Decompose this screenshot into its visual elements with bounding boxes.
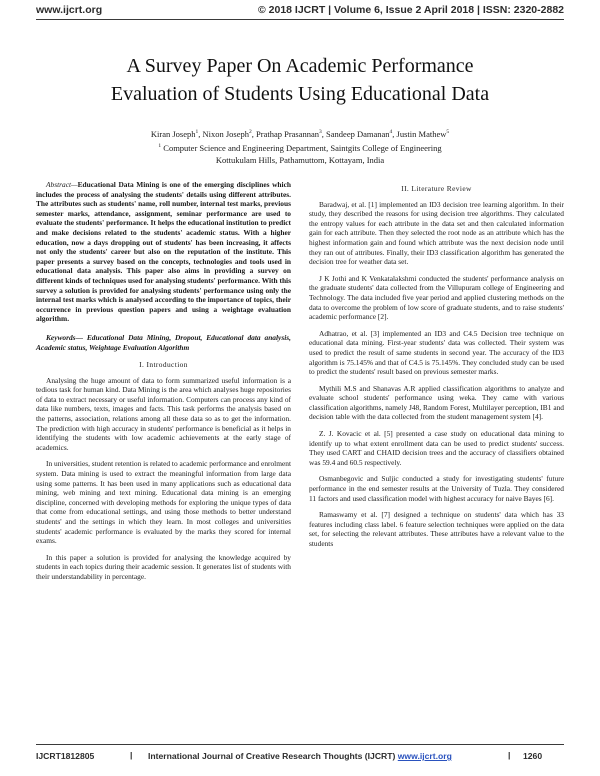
review-paragraph: Mythili M.S and Shanavas A.R applied classification algorithms to analyze and evaluate school students' performance using weka. They came with various classification algorithms, namely J48, Random Forest, Multilayer perception, IB1 and decision table with the data collected from the student management system [4]. — [309, 383, 564, 422]
review-paragraph: Ramaswamy et al. [7] designed a technique on students' data which has 33 features including class label. 6 feature selection techniques were applied on the data set, for selecting the relevant attributes. These attributes have a relevant value to the students — [309, 510, 564, 548]
footer-page-number: 1260 — [523, 751, 543, 761]
section-heading-literature-review: II. Literature Review — [401, 184, 472, 193]
footer-journal-name: International Journal of Creative Research Thoughts (IJCRT) — [148, 751, 396, 761]
header-rule — [36, 19, 564, 20]
review-paragraph: Osmanbegovic and Suljic conducted a study for investigating students' future performance in the end semester results at the University of Tuzla. They considered 11 factors and used classification model with highest accuracy for naive Bayes [6]. — [309, 474, 564, 503]
author-sup: 2 — [249, 129, 252, 135]
header-journal-info: © 2018 IJCRT | Volume 6, Issue 2 April 2018 | ISSN: 2320-2882 — [257, 4, 564, 16]
author-sup: 3 — [319, 129, 322, 135]
affiliation — [40, 140, 560, 154]
author-sup: 1 — [195, 129, 199, 135]
abstract-lead: Abstract— — [46, 180, 78, 189]
author-sup: 4 — [389, 129, 393, 135]
footer-separator: | — [508, 750, 511, 760]
page-footer — [0, 745, 600, 765]
header-site[interactable]: www.ijcrt.org — [36, 4, 103, 16]
author-sup: 5 — [446, 129, 450, 135]
footer-paper-id: IJCRT1812805 — [36, 751, 95, 761]
footer-journal — [148, 751, 452, 761]
affiliation-sup: 1 — [158, 142, 162, 149]
footer-separator: | — [130, 750, 133, 760]
author-name: Prathap Prasannan — [256, 128, 320, 139]
address: Kottukulam Hills, Pathamuttom, Kottayam, India — [215, 154, 385, 165]
title-line-1: A Survey Paper On Academic Performance — [126, 55, 474, 77]
title-line-2: Evaluation of Students Using Educational Data — [110, 83, 490, 105]
paper-title — [40, 52, 560, 108]
author-name: Sandeep Damanan — [326, 128, 390, 139]
affiliation-text: Computer Science and Engineering Department, Saintgits College of Engineering — [163, 142, 442, 153]
left-column — [36, 180, 291, 589]
review-paragraph: Z. J. Kovacic et al. [5] presented a case study on educational data mining to identify up to what extent enrollment data can be used to predict students' success. They used CART and CHAID decision trees and the accuracy of classifiers obtained was 59.4 and 60.5 respectively. — [309, 429, 564, 467]
author-name: Justin Mathew — [396, 128, 447, 139]
keywords: Keywords— Educational Data Mining, Dropout, Educational data analysis, Academic status, Weightage Evaluation Algorithm — [36, 332, 291, 352]
review-paragraph: Baradwaj, et al. [1] implemented an ID3 decision tree learning algorithm. In their study, they described the reasons for using decision tree algorithms. They calculated the entropy values for each attribute in the data set and then calculated information gain for each attribute. Then they selected the root node as an attribute which has the highest information gain and found which attribute was the next decision node until they ran out of attributes. Finally, their ID3 classification algorithm has generated the decision tree for weather data set. — [309, 199, 564, 267]
intro-paragraph: Analysing the huge amount of data to form summarized useful information is a tedious task for human kind. Data Mining is the area which analyses huge repositories of data to extract necessary or useful information. Computers can process any kind of data like numbers, texts, images and facts. This task performs the analysis based on the patterns, association, relations among all these data so as to get the information. The prediction with high accuracy in students' performance is beneficial as it helps in identifying the students with low academic achievements at the early stage of academics. — [36, 375, 291, 452]
intro-paragraph: In this paper a solution is provided for analysing the knowledge acquired by students in each topics during their academic session. It generates list of students with their understandability in percentage. — [36, 552, 291, 581]
author-list: Kiran Joseph$^1$, Nixon Joseph$^2$, Prathap Prasannan$^3$, Sandeep Damanan$^4$, Justin Mathew$^5$ — [150, 128, 450, 139]
author-name: Nixon Joseph — [202, 128, 250, 139]
abstract-text: Educational Data Mining is one of the emerging disciplines which includes the process of analysing the students' details using different attributes. The attributes such as students' name, roll number, internal test marks, previous semester marks, attendance, assignment, seminar performance are used to evaluate the students' performance. It helps the educational institution to predict and make decisions related to the students' academic status. With a higher education, now a days dropping out of students' has been increasing, it affects not only the students' career but also on the reputation of the institute. This paper presents a survey based on the concepts, technologies and tools used in educational data analysis. This paper also aims in providing a survey on different kinds of techniques used for analysing students' performance. With this survey a solution is provided for analysing students' performance using only the internal test marks which is analysed according to the importance of topics, their occurrence in previous question papers and using a weightage evaluation algorithm. — [36, 180, 291, 324]
abstract — [36, 180, 291, 324]
footer-journal-link[interactable]: www.ijcrt.org — [397, 751, 452, 761]
author-block — [40, 126, 560, 166]
section-heading-introduction: I. Introduction — [139, 360, 188, 370]
author-name: Kiran Joseph — [150, 128, 196, 139]
review-paragraph: Adhatrao, et al. [3] implemented an ID3 and C4.5 Decision tree technique on educational data mining. First-year students' data was collected. Their system was used to predict the result of same students in second year. The accuracy of the ID3 algorithm is 75.145% and that of C4.5 is 75.145%. They concluded study can be used to predict the students' result based on previous semester marks. — [309, 328, 564, 377]
review-paragraph: J K Jothi and K Venkatalakshmi conducted the students' performance analysis on the graduate students' data collected from the Villupuram college of Engineering and Technology. The data included five year period and applied clustering methods on the data to overcome the problem of low score of graduate students, and to raise students' academic performance [2]. — [309, 273, 564, 322]
right-column — [309, 180, 564, 556]
intro-paragraph: In universities, student retention is related to academic performance and enrolment system. Data mining is used to extract the meaningful information from large data using some patterns. It has been used in many applications such as educational data mining, web mining and text mining. Educational data mining is an emerging discipline, concerned with developing methods for exploring the unique types of data that come from educational settings, and using those methods to better understand students' and the settings in which they learn. In most colleges and universities students' academic performance is evaluated by the marks they scored for internal exams. — [36, 459, 291, 546]
